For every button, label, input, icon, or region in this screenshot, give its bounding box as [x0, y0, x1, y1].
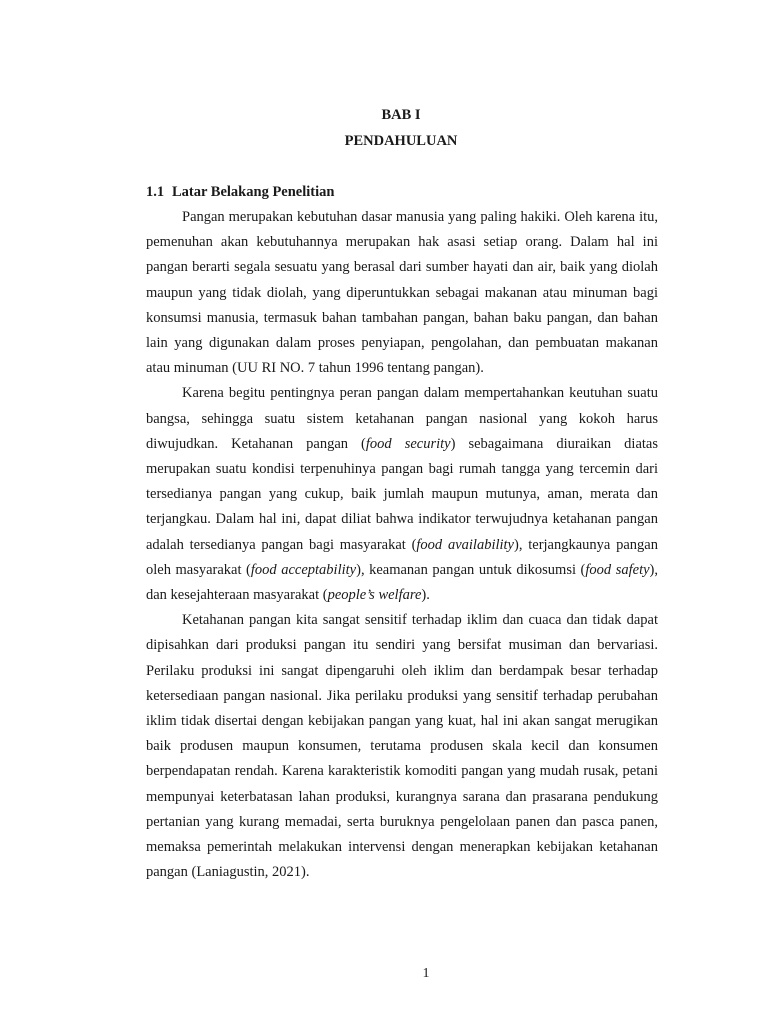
paragraph-text: ), terjangkaunya pangan oleh masyarakat (	[146, 536, 658, 578]
section-title: Latar Belakang Penelitian	[172, 184, 335, 200]
italic-term: food security	[365, 435, 451, 452]
paragraph-text: ), dan kesejahteraan masyarakat (	[146, 561, 658, 604]
paragraph-text: Karena begitu pentingnya peran pangan dalam mempertahankan keutuhan suatu bangsa, sehingga suatu sistem ketahanan pangan nasional yang kokoh harus diwujudkan. Ketahanan pangan (	[146, 385, 658, 452]
italic-term: people’s welfare	[327, 587, 422, 604]
italic-term: food acceptability	[250, 561, 357, 578]
paragraph	[146, 608, 658, 885]
paragraph	[146, 381, 658, 608]
paragraph-text: Ketahanan pangan kita sangat sensitif terhadap iklim dan cuaca dan tidak dapat dipisahkan dari produksi pangan itu sendiri yang bersifat musiman dan bervariasi. Perilaku produksi ini sangat dipengaruhi oleh iklim dan berdampak besar terhadap ketersediaan pangan nasional. Jika perilaku produksi yang sensitif terhadap perubahan iklim tidak disertai dengan kebijakan pangan yang kuat, hal ini akan sangat merugikan baik produsen maupun konsumen, terutama produsen skala kecil dan konsumen berpendapatan rendah. Karena karakteristik komoditi pangan yang mudah rusak, petani mempunyai keterbatasan lahan produksi, kurangnya sarana dan prasarana pendukung pertanian yang kurang memadai, serta buruknya pengelolaan panen dan pasca panen, memaksa pemerintah melakukan intervensi dengan menerapkan kebijakan ketahanan pangan (Laniagustin, 2021).	[146, 612, 658, 881]
chapter-title: PENDAHULUAN	[344, 133, 458, 149]
italic-term: food safety	[585, 561, 650, 578]
section-heading	[146, 184, 334, 201]
paragraph-text: ), keamanan pangan untuk dikosumsi (	[356, 561, 586, 578]
chapter-number: BAB I	[381, 107, 421, 123]
paragraph-text: Pangan merupakan kebutuhan dasar manusia yang paling hakiki. Oleh karena itu, pemenuhan akan kebutuhannya merupakan hak asasi setiap orang. Dalam hal ini pangan berarti segala sesuatu yang berasal dari sumber hayati dan air, baik yang diolah maupun yang tidak diolah, yang diperuntukkan sebagai makanan atau minuman bagi konsumsi manusia, termasuk bahan tambahan pangan, bahan baku pangan, dan bahan lain yang digunakan dalam proses penyiapan, pengolahan, dan pembuatan makanan atau minuman (UU RI NO. 7 tahun 1996 tentang pangan).	[146, 209, 658, 377]
paragraph	[146, 205, 658, 381]
page-number: 1	[422, 966, 430, 981]
italic-term: food availability	[416, 536, 514, 553]
paragraph-text: ) sebagaimana diuraikan diatas merupakan suatu kondisi terpenuhinya pangan bagi rumah tangga yang tercemin dari tersedianya pangan yang cukup, baik jumlah maupun mutunya, aman, merata dan terjangkau. Dalam hal ini, dapat diliat bahwa indikator terwujudnya ketahanan pangan adalah tersedianya pangan bagi masyarakat (	[146, 435, 658, 553]
paragraph-text: ).	[421, 587, 430, 604]
section-number: 1.1	[146, 184, 165, 200]
body-text	[146, 205, 658, 885]
